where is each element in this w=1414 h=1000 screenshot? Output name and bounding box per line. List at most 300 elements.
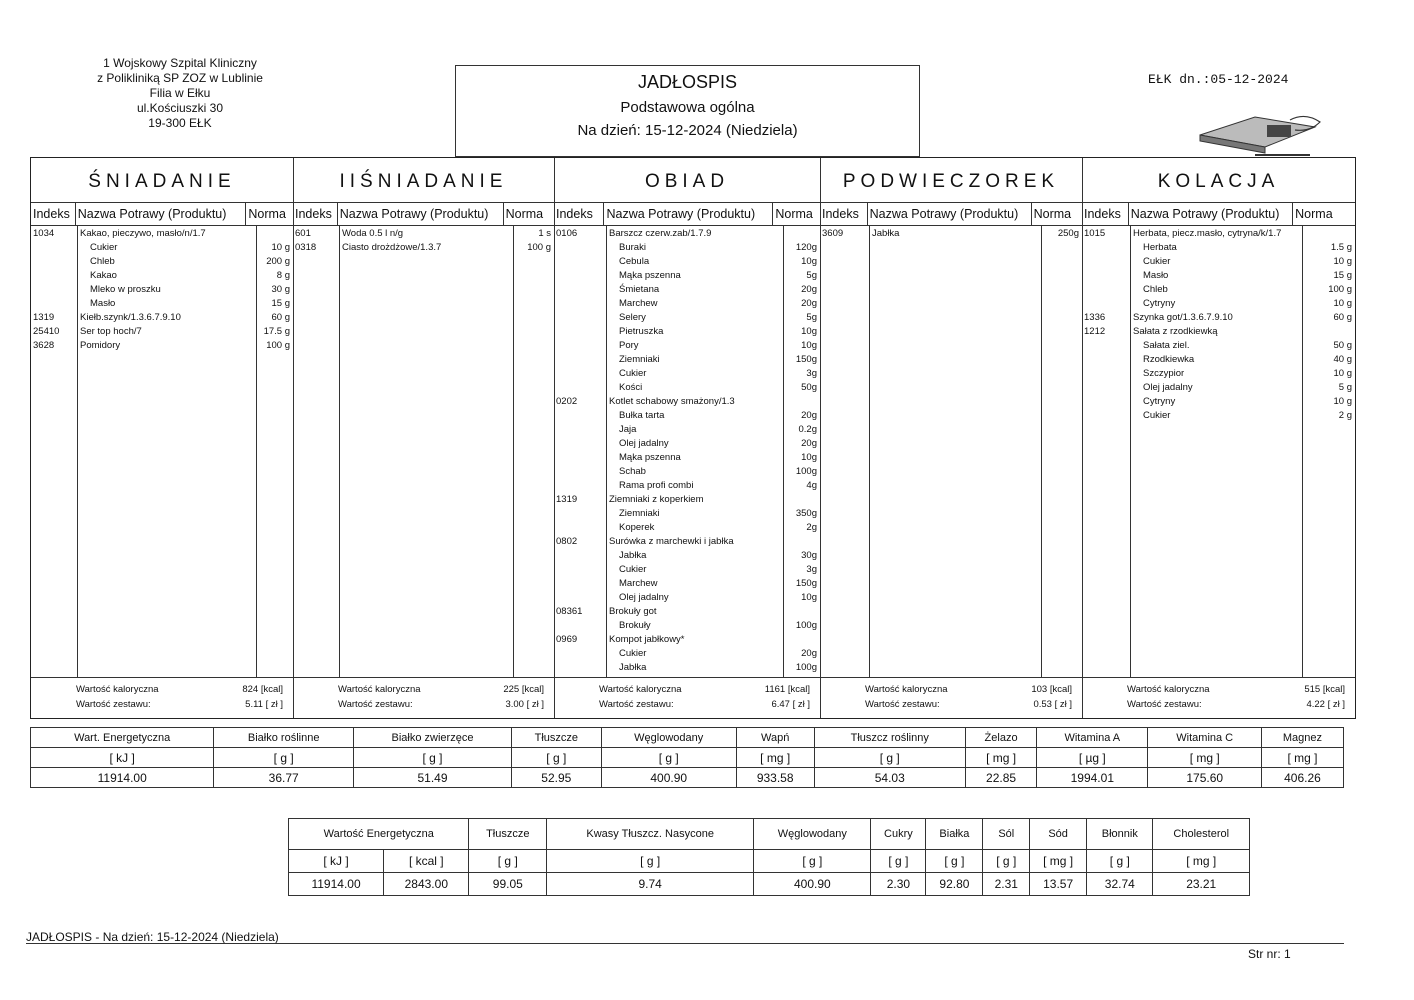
nutrition-header: Cukry — [871, 819, 926, 850]
hospital-street: ul.Kościuszki 30 — [136, 101, 224, 115]
meal-items — [31, 225, 293, 678]
list-item — [554, 605, 820, 619]
divider — [339, 225, 340, 678]
meal-items — [554, 225, 820, 678]
list-item — [554, 395, 820, 409]
list-item — [1082, 283, 1355, 297]
cost-label: Wartość zestawu: — [76, 699, 151, 710]
item-name: Olej jadalny — [1143, 382, 1193, 393]
list-item — [31, 269, 293, 283]
item-quantity: 2g — [806, 522, 817, 533]
item-name: Cukier — [619, 648, 647, 659]
list-item — [1082, 227, 1355, 241]
menu-date: Na dzień: 15-12-2024 (Niedziela) — [577, 122, 798, 139]
column-headers — [554, 203, 820, 226]
item-name: Śmietana — [619, 284, 660, 295]
item-quantity: 100g — [795, 662, 817, 673]
item-index: 601 — [295, 228, 311, 239]
item-index: 1319 — [556, 494, 578, 505]
item-name: Barszcz czerw.zab/1.7.9 — [609, 228, 712, 239]
item-quantity: 20g — [801, 438, 817, 449]
list-item — [554, 367, 820, 381]
kcal-value: 1161 [kcal] — [764, 684, 810, 695]
nutrition-cell: [ mg ] — [1261, 748, 1343, 768]
item-name: Sałata z rzodkiewką — [1133, 326, 1218, 337]
meal-summary — [1082, 677, 1355, 718]
item-name: Cukier — [1143, 410, 1171, 421]
list-item — [554, 563, 820, 577]
column-headers — [293, 203, 554, 226]
nutrition-header: Wartość Energetyczna — [289, 819, 469, 850]
nutrition-cell: 2.30 — [871, 873, 926, 896]
header-name: Nazwa Potrawy (Produktu) — [868, 203, 1032, 225]
item-name: Ziemniaki z koperkiem — [609, 494, 704, 505]
meal-column-1 — [293, 158, 555, 718]
cost-label: Wartość zestawu: — [599, 699, 674, 710]
item-name: Rzodkiewka — [1143, 354, 1195, 365]
nutrition-cell: [ kJ ] — [289, 850, 384, 873]
item-name: Szczypior — [1143, 368, 1185, 379]
item-index: 3628 — [33, 340, 55, 351]
item-name: Cukier — [619, 368, 647, 379]
item-quantity: 20g — [801, 284, 817, 295]
item-name: Olej jadalny — [619, 438, 669, 449]
list-item — [1082, 255, 1355, 269]
list-item — [554, 619, 820, 633]
nutrition-cell: Żelazo — [966, 728, 1037, 748]
item-index: 0802 — [556, 536, 578, 547]
item-name: Herbata — [1143, 242, 1177, 253]
item-name: Jaja — [619, 424, 637, 435]
list-item — [554, 227, 820, 241]
item-index: 1336 — [1084, 312, 1106, 323]
item-quantity: 10g — [801, 340, 817, 351]
column-headers — [31, 203, 293, 226]
header-norm: Norma — [775, 207, 813, 221]
item-name: Mąka pszenna — [619, 452, 681, 463]
diet-name: Podstawowa ogólna — [620, 99, 755, 116]
meal-column-3 — [820, 158, 1083, 718]
table-row — [31, 748, 1344, 768]
header-index: Indeks — [31, 203, 76, 225]
column-headers — [820, 203, 1082, 226]
header-index: Indeks — [554, 203, 604, 225]
item-quantity: 30 g — [271, 284, 290, 295]
item-quantity: 100g — [795, 466, 817, 477]
kcal-label: Wartość kaloryczna — [1127, 684, 1210, 695]
nutrition-cell: Białko roślinne — [214, 728, 354, 748]
item-index: 1212 — [1084, 326, 1106, 337]
footer-divider — [26, 943, 1344, 944]
nutrition-cell: 400.90 — [601, 768, 736, 788]
item-name: Pietruszka — [619, 326, 664, 337]
nutrition-header: Tłuszcze — [469, 819, 547, 850]
menu-table — [30, 157, 1356, 719]
nutrition-cell: [ mg ] — [966, 748, 1037, 768]
header-norm: Norma — [505, 207, 544, 221]
list-item — [554, 437, 820, 451]
item-name: Brokuły got — [609, 606, 657, 617]
item-name: Jabłka — [619, 550, 647, 561]
item-name: Sałata ziel. — [1143, 340, 1190, 351]
item-name: Cukier — [619, 564, 647, 575]
list-item — [1082, 297, 1355, 311]
item-quantity: 20g — [801, 648, 817, 659]
item-name: Surówka z marchewki i jabłka — [609, 536, 734, 547]
nutrition-cell: 92.80 — [926, 873, 983, 896]
item-quantity: 5g — [806, 270, 817, 281]
item-name: Cukier — [1143, 256, 1171, 267]
item-name: Cebula — [619, 256, 650, 267]
item-index: 0202 — [556, 396, 578, 407]
nutrition-cell: 23.21 — [1153, 873, 1250, 896]
list-item — [1082, 395, 1355, 409]
list-item — [1082, 339, 1355, 353]
header-name: Nazwa Potrawy (Produktu) — [604, 203, 773, 225]
table-row — [289, 819, 1250, 850]
item-name: Koperek — [619, 522, 655, 533]
header-name: Nazwa Potrawy (Produktu) — [76, 203, 247, 225]
header-index: Indeks — [293, 203, 338, 225]
column-headers — [1082, 203, 1355, 226]
item-name: Bułka tarta — [619, 410, 665, 421]
nutrition-cell: [ g ] — [512, 748, 602, 768]
list-item — [554, 241, 820, 255]
nutrition-cell: [ mg ] — [1153, 850, 1250, 873]
meal-summary — [820, 677, 1082, 718]
list-item — [31, 339, 293, 353]
header-norm: Norma — [1295, 207, 1333, 221]
nutrition-header: Węglowodany — [754, 819, 871, 850]
item-name: Schab — [619, 466, 646, 477]
nutrition-cell: 1994.01 — [1037, 768, 1148, 788]
nutrition-cell: [ g ] — [983, 850, 1030, 873]
nutrition-cell: 2.31 — [983, 873, 1030, 896]
item-name: Kakao — [90, 270, 117, 281]
list-item — [1082, 367, 1355, 381]
item-index: 1319 — [33, 312, 55, 323]
nutrition-header: Błonnik — [1087, 819, 1153, 850]
table-row — [31, 768, 1344, 788]
item-quantity: 4g — [806, 480, 817, 491]
meal-title: PODWIECZOREK — [820, 158, 1082, 203]
nutrition-table-1 — [30, 727, 1344, 788]
list-item — [554, 283, 820, 297]
item-name: Kiełb.szynk/1.3.6.7.9.10 — [80, 312, 181, 323]
item-name: Buraki — [619, 242, 646, 253]
list-item — [554, 535, 820, 549]
nutrition-cell: 13.57 — [1030, 873, 1087, 896]
list-item — [1082, 311, 1355, 325]
nutrition-cell: Witamina C — [1148, 728, 1261, 748]
list-item — [1082, 381, 1355, 395]
divider — [869, 225, 870, 678]
item-quantity: 3g — [806, 564, 817, 575]
list-item — [1082, 353, 1355, 367]
item-name: Ciasto drożdżowe/1.3.7 — [342, 242, 442, 253]
item-quantity: 2 g — [1338, 410, 1352, 421]
nutrition-cell: Wart. Energetyczna — [31, 728, 214, 748]
list-item — [554, 465, 820, 479]
list-item — [1082, 409, 1355, 423]
list-item — [554, 297, 820, 311]
item-index: 08361 — [556, 606, 583, 617]
nutrition-cell: 9.74 — [547, 873, 754, 896]
kcal-value: 103 [kcal] — [1031, 684, 1072, 695]
divider — [1041, 225, 1042, 678]
item-name: Rama profi combi — [619, 480, 694, 491]
item-index: 0969 — [556, 634, 578, 645]
list-item — [554, 493, 820, 507]
list-item — [31, 311, 293, 325]
kcal-value: 225 [kcal] — [503, 684, 544, 695]
nutrition-cell: 11914.00 — [289, 873, 384, 896]
nutrition-cell: 99.05 — [469, 873, 547, 896]
item-name: Kotlet schabowy smażony/1.3 — [609, 396, 735, 407]
header-index: Indeks — [820, 203, 868, 225]
nutrition-header: Cholesterol — [1153, 819, 1250, 850]
item-quantity: 100 g — [527, 242, 551, 253]
hospital-name: 1 Wojskowy Szpital Kliniczny — [103, 56, 257, 70]
list-item — [554, 521, 820, 535]
item-name: Kakao, pieczywo, masło/n/1.7 — [80, 228, 206, 239]
header-index: Indeks — [1082, 203, 1129, 225]
list-item — [554, 325, 820, 339]
cost-value: 3.00 [ zł ] — [505, 699, 544, 710]
list-item — [554, 409, 820, 423]
list-item — [554, 269, 820, 283]
item-name: Cukier — [90, 242, 118, 253]
meal-title: IIŚNIADANIE — [293, 158, 554, 203]
nutrition-cell: Tłuszcz roślinny — [814, 728, 966, 748]
item-name: Pomidory — [80, 340, 121, 351]
item-quantity: 50 g — [1333, 340, 1352, 351]
list-item — [554, 423, 820, 437]
cost-label: Wartość zestawu: — [338, 699, 413, 710]
meal-summary — [293, 677, 554, 718]
item-name: Ziemniaki — [619, 354, 660, 365]
item-quantity: 200 g — [266, 256, 290, 267]
header-name: Nazwa Potrawy (Produktu) — [1129, 203, 1293, 225]
item-name: Ziemniaki — [619, 508, 660, 519]
item-name: Jabłka — [619, 662, 647, 673]
list-item — [31, 283, 293, 297]
item-quantity: 150g — [795, 578, 817, 589]
item-quantity: 1 s — [538, 228, 551, 239]
list-item — [554, 647, 820, 661]
nutrition-cell: [ g ] — [871, 850, 926, 873]
nutrition-cell: [ g ] — [469, 850, 547, 873]
list-item — [1082, 269, 1355, 283]
item-quantity: 350g — [795, 508, 817, 519]
item-name: Masło — [1143, 270, 1169, 281]
footer-caption: JADŁOSPIS - Na dzień: 15-12-2024 (Niedziela) — [26, 930, 279, 944]
list-item — [554, 507, 820, 521]
item-name: Szynka got/1.3.6.7.9.10 — [1133, 312, 1233, 323]
nutrition-cell: Wapń — [736, 728, 814, 748]
list-item — [554, 311, 820, 325]
list-item — [820, 227, 1082, 241]
nutrition-cell: 11914.00 — [31, 768, 214, 788]
list-item — [554, 633, 820, 647]
item-quantity: 10 g — [1333, 396, 1352, 407]
nutrition-cell: [ g ] — [547, 850, 754, 873]
nutrition-cell: 22.85 — [966, 768, 1037, 788]
item-quantity: 120g — [795, 242, 817, 253]
nutrition-cell: 933.58 — [736, 768, 814, 788]
kcal-label: Wartość kaloryczna — [865, 684, 948, 695]
nutrition-cell: 51.49 — [353, 768, 511, 788]
header-norm: Norma — [1033, 207, 1072, 221]
title-box — [455, 65, 920, 157]
table-row — [289, 850, 1250, 873]
item-quantity: 8 g — [276, 270, 290, 281]
nutrition-cell: 2843.00 — [384, 873, 469, 896]
header-name: Nazwa Potrawy (Produktu) — [338, 203, 504, 225]
nutrition-cell: 400.90 — [754, 873, 871, 896]
hospital-parent: z Polikliniką SP ZOZ w Lublinie — [97, 71, 263, 85]
nutrition-cell: 175.60 — [1148, 768, 1261, 788]
list-item — [31, 297, 293, 311]
item-name: Brokuły — [619, 620, 651, 631]
meal-title: ŚNIADANIE — [31, 158, 293, 203]
item-index: 25410 — [33, 326, 60, 337]
item-quantity: 10g — [801, 256, 817, 267]
item-quantity: 10 g — [271, 242, 290, 253]
list-item — [31, 255, 293, 269]
item-quantity: 3g — [806, 368, 817, 379]
item-quantity: 10 g — [1333, 298, 1352, 309]
cost-value: 5.11 [ zł ] — [245, 699, 283, 710]
meal-title: OBIAD — [554, 158, 820, 203]
item-name: Kości — [619, 382, 643, 393]
item-name: Woda 0.5 l n/g — [342, 228, 404, 239]
item-quantity: 60 g — [271, 312, 290, 323]
nutrition-cell: [ g ] — [926, 850, 983, 873]
item-quantity: 10g — [801, 452, 817, 463]
nutrition-cell: Witamina A — [1037, 728, 1148, 748]
item-quantity: 10g — [801, 592, 817, 603]
item-quantity: 0.2g — [798, 424, 817, 435]
hospital-branch: Filia w Ełku — [149, 86, 211, 100]
nutrition-header: Sól — [983, 819, 1030, 850]
meal-title: KOLACJA — [1082, 158, 1355, 203]
item-quantity: 15 g — [271, 298, 290, 309]
item-index: 3609 — [822, 228, 844, 239]
nutrition-header: Sód — [1030, 819, 1087, 850]
meal-summary — [31, 677, 293, 718]
issue-date: EŁK dn.:05-12-2024 — [1148, 72, 1289, 87]
item-quantity: 40 g — [1333, 354, 1352, 365]
nutrition-header: Białka — [926, 819, 983, 850]
item-quantity: 60 g — [1333, 312, 1352, 323]
nutrition-cell: [ g ] — [214, 748, 354, 768]
item-quantity: 10 g — [1333, 256, 1352, 267]
item-quantity: 5 g — [1338, 382, 1352, 393]
nutrition-header: Kwasy Tłuszcz. Nasycone — [547, 819, 754, 850]
nutrition-cell: [ kcal ] — [384, 850, 469, 873]
meal-column-4 — [1082, 158, 1355, 718]
list-item — [554, 353, 820, 367]
cost-label: Wartość zestawu: — [865, 699, 940, 710]
list-item — [554, 339, 820, 353]
nutrition-cell: Węglowodany — [601, 728, 736, 748]
item-quantity: 20g — [801, 298, 817, 309]
nutrition-cell: Magnez — [1261, 728, 1343, 748]
list-item — [554, 255, 820, 269]
meal-column-0 — [31, 158, 294, 718]
nutrition-cell: 36.77 — [214, 768, 354, 788]
nutrition-cell: 406.26 — [1261, 768, 1343, 788]
item-name: Mąka pszenna — [619, 270, 681, 281]
list-item — [554, 451, 820, 465]
nutrition-cell: Białko zwierzęce — [353, 728, 511, 748]
item-index: 0106 — [556, 228, 578, 239]
item-name: Cytryny — [1143, 298, 1176, 309]
list-item — [1082, 325, 1355, 339]
hospital-city: 19-300 EŁK — [148, 116, 212, 130]
item-quantity: 100 g — [266, 340, 290, 351]
meal-items — [293, 225, 554, 678]
item-quantity: 150g — [795, 354, 817, 365]
list-item — [31, 227, 293, 241]
nutrition-cell: [ g ] — [353, 748, 511, 768]
table-row — [31, 728, 1344, 748]
item-index: 0318 — [295, 242, 317, 253]
meal-items — [820, 225, 1082, 678]
item-index: 1034 — [33, 228, 55, 239]
item-quantity: 100g — [795, 620, 817, 631]
kcal-label: Wartość kaloryczna — [338, 684, 421, 695]
list-item — [554, 591, 820, 605]
item-name: Ser top hoch/7 — [80, 326, 142, 337]
item-quantity: 50g — [801, 382, 817, 393]
list-item — [293, 241, 554, 255]
list-item — [554, 661, 820, 675]
item-name: Chleb — [1143, 284, 1168, 295]
list-item — [554, 577, 820, 591]
kcal-value: 515 [kcal] — [1304, 684, 1345, 695]
item-name: Herbata, piecz.masło, cytryna/k/1.7 — [1133, 228, 1282, 239]
kcal-label: Wartość kaloryczna — [76, 684, 159, 695]
list-item — [554, 381, 820, 395]
divider — [513, 225, 514, 678]
nutrition-table-2 — [288, 818, 1250, 896]
nutrition-cell: [ g ] — [754, 850, 871, 873]
table-row — [289, 873, 1250, 896]
nutrition-cell: [ mg ] — [1030, 850, 1087, 873]
item-quantity: 1.5 g — [1330, 242, 1352, 253]
item-name: Kompot jabłkowy* — [609, 634, 685, 645]
item-name: Chleb — [90, 256, 115, 267]
item-name: Selery — [619, 312, 646, 323]
item-name: Marchew — [619, 578, 658, 589]
item-name: Olej jadalny — [619, 592, 669, 603]
list-item — [554, 549, 820, 563]
list-item — [293, 227, 554, 241]
stamp-image — [1195, 105, 1325, 160]
item-index: 1015 — [1084, 228, 1106, 239]
item-name: Pory — [619, 340, 639, 351]
item-quantity: 10g — [801, 326, 817, 337]
item-quantity: 20g — [801, 410, 817, 421]
nutrition-cell: [ µg ] — [1037, 748, 1148, 768]
page-title: JADŁOSPIS — [637, 72, 738, 92]
nutrition-cell: Tłuszcze — [512, 728, 602, 748]
page-number: Str nr: 1 — [1248, 947, 1291, 961]
item-name: Jabłka — [872, 228, 900, 239]
nutrition-cell: [ mg ] — [736, 748, 814, 768]
